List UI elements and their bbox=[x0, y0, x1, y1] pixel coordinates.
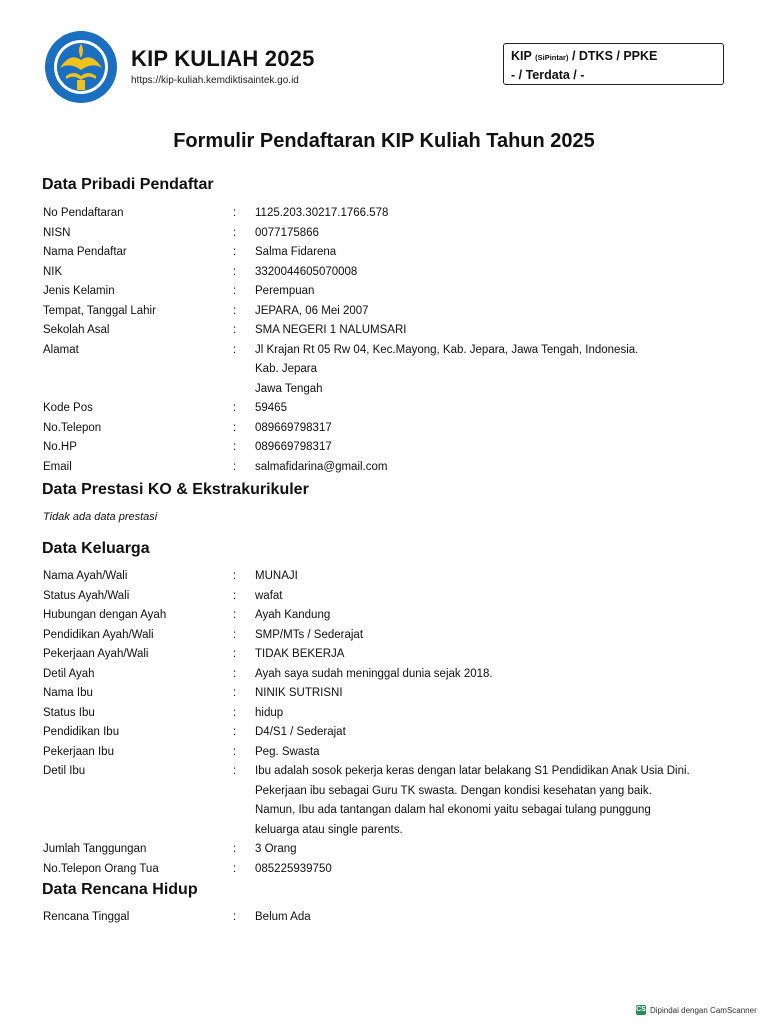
field-label: Sekolah Asal bbox=[43, 324, 110, 336]
field-value-line: 089669798317 bbox=[255, 421, 332, 434]
field-row bbox=[43, 743, 733, 763]
field-label: No Pendaftaran bbox=[43, 207, 124, 219]
field-row bbox=[43, 606, 733, 626]
field-label: Pekerjaan Ayah/Wali bbox=[43, 648, 149, 660]
field-colon: : bbox=[233, 687, 237, 699]
field-colon: : bbox=[233, 706, 237, 719]
field-colon: : bbox=[233, 441, 237, 453]
field-value bbox=[255, 684, 733, 704]
camscanner-icon: CS bbox=[636, 1006, 646, 1013]
field-row bbox=[43, 908, 733, 928]
field-value bbox=[255, 438, 733, 458]
field-colon: : bbox=[233, 402, 237, 414]
family-data-list bbox=[43, 567, 733, 879]
scanner-text: Dipindai dengan CamScanner bbox=[650, 1005, 757, 1015]
field-value bbox=[255, 606, 733, 626]
field-value bbox=[255, 762, 733, 840]
no-achievement-note: Tidak ada data prestasi bbox=[43, 511, 158, 523]
field-colon: : bbox=[233, 226, 237, 239]
field-label: Detil Ibu bbox=[43, 765, 86, 777]
field-row bbox=[43, 704, 733, 724]
field-value-line: Ayah saya sudah meninggal dunia sejak 2018. bbox=[255, 667, 493, 680]
field-value bbox=[255, 458, 733, 478]
field-label: No.Telepon Orang Tua bbox=[43, 862, 159, 875]
field-colon: : bbox=[233, 745, 237, 758]
field-value bbox=[255, 282, 733, 302]
tut-wuri-handayani-logo-icon bbox=[44, 30, 118, 104]
field-value-line: Pekerjaan ibu sebagai Guru TK swasta. Dengan kondisi kesehatan yang baik. bbox=[255, 784, 652, 797]
field-label: NIK bbox=[43, 265, 63, 278]
field-colon: : bbox=[233, 609, 237, 621]
field-colon: : bbox=[233, 246, 237, 258]
document-header bbox=[0, 0, 768, 110]
field-value bbox=[255, 204, 733, 224]
field-row bbox=[43, 399, 733, 419]
field-value bbox=[255, 341, 733, 400]
field-value bbox=[255, 645, 733, 665]
field-value-line: Perempuan bbox=[255, 285, 315, 297]
field-colon: : bbox=[233, 765, 237, 777]
field-row bbox=[43, 224, 733, 244]
field-value-line: SMP/MTs / Sederajat bbox=[255, 628, 364, 641]
field-value bbox=[255, 224, 733, 244]
scanner-watermark bbox=[636, 1005, 757, 1015]
field-value-line: JEPARA, 06 Mei 2007 bbox=[255, 304, 369, 317]
field-row bbox=[43, 243, 733, 263]
field-value-line: Salma Fidarena bbox=[255, 246, 337, 258]
field-row bbox=[43, 840, 733, 860]
field-value-line: SMA NEGERI 1 NALUMSARI bbox=[255, 324, 407, 336]
field-value bbox=[255, 908, 733, 928]
field-value bbox=[255, 860, 733, 880]
field-label: No.Telepon bbox=[43, 421, 102, 434]
field-label: Jenis Kelamin bbox=[43, 285, 115, 297]
field-row bbox=[43, 302, 733, 322]
field-value bbox=[255, 419, 733, 439]
field-value-line: hidup bbox=[255, 706, 284, 719]
status-box bbox=[503, 43, 724, 85]
field-label: Alamat bbox=[43, 343, 79, 356]
field-label: Tempat, Tanggal Lahir bbox=[43, 304, 156, 317]
field-row bbox=[43, 626, 733, 646]
field-row bbox=[43, 860, 733, 880]
field-label: Pekerjaan Ibu bbox=[43, 745, 114, 758]
field-value bbox=[255, 665, 733, 685]
field-row bbox=[43, 341, 733, 400]
field-label: Nama Pendaftar bbox=[43, 246, 127, 258]
field-value bbox=[255, 626, 733, 646]
field-row bbox=[43, 204, 733, 224]
field-row bbox=[43, 645, 733, 665]
section-title-rencana: Data Rencana Hidup bbox=[42, 881, 198, 898]
field-value-line: 3 Orang bbox=[255, 843, 297, 855]
field-label: Hubungan dengan Ayah bbox=[43, 609, 167, 621]
field-colon: : bbox=[233, 265, 237, 278]
field-value-line: wafat bbox=[255, 589, 283, 602]
field-colon: : bbox=[233, 304, 237, 317]
field-value-line: 0077175866 bbox=[255, 226, 319, 239]
status-line-2: - / Terdata / - bbox=[511, 68, 585, 82]
field-value-line: Belum Ada bbox=[255, 911, 311, 923]
field-value-line: 085225939750 bbox=[255, 862, 332, 875]
field-value-line: 3320044605070008 bbox=[255, 265, 358, 278]
field-value bbox=[255, 587, 733, 607]
field-value bbox=[255, 302, 733, 322]
field-value bbox=[255, 840, 733, 860]
field-value-line: TIDAK BEKERJA bbox=[255, 648, 345, 660]
field-value bbox=[255, 243, 733, 263]
field-colon: : bbox=[233, 285, 237, 297]
field-value bbox=[255, 723, 733, 743]
field-colon: : bbox=[233, 324, 237, 336]
field-value-line: D4/S1 / Sederajat bbox=[255, 726, 346, 738]
field-colon: : bbox=[233, 628, 237, 641]
field-colon: : bbox=[233, 843, 237, 855]
field-value-line: keluarga atau single parents. bbox=[255, 823, 403, 836]
field-value bbox=[255, 263, 733, 283]
field-row bbox=[43, 458, 733, 478]
field-value-line: 1125.203.30217.1766.578 bbox=[255, 207, 389, 219]
section-title-keluarga: Data Keluarga bbox=[42, 540, 150, 557]
field-value bbox=[255, 399, 733, 419]
field-label: Nama Ayah/Wali bbox=[43, 570, 128, 582]
field-label: Status Ibu bbox=[43, 706, 95, 719]
field-label: Pendidikan Ibu bbox=[43, 726, 120, 738]
field-row bbox=[43, 723, 733, 743]
field-label: Pendidikan Ayah/Wali bbox=[43, 628, 154, 641]
field-label: Detil Ayah bbox=[43, 667, 95, 680]
field-row bbox=[43, 665, 733, 685]
field-row bbox=[43, 762, 733, 840]
field-label: Rencana Tinggal bbox=[43, 911, 130, 923]
field-label: No.HP bbox=[43, 441, 77, 453]
field-value-line: 59465 bbox=[255, 402, 287, 414]
field-value-line: salmafidarina@gmail.com bbox=[255, 460, 388, 473]
field-label: Kode Pos bbox=[43, 402, 93, 414]
field-value-line: Kab. Jepara bbox=[255, 363, 318, 375]
form-title: Formulir Pendaftaran KIP Kuliah Tahun 2025 bbox=[173, 130, 595, 152]
site-url: https://kip-kuliah.kemdiktisaintek.go.id bbox=[131, 75, 299, 86]
field-value-line: Namun, Ibu ada tantangan dalam hal ekonomi yaitu sebagai tulang punggung bbox=[255, 804, 651, 816]
field-value-line: Ayah Kandung bbox=[255, 609, 331, 621]
field-value-line: NINIK SUTRISNI bbox=[255, 687, 343, 699]
field-label: Status Ayah/Wali bbox=[43, 589, 130, 602]
field-colon: : bbox=[233, 667, 237, 680]
section-title-pribadi: Data Pribadi Pendaftar bbox=[42, 176, 214, 193]
app-title: KIP KULIAH 2025 bbox=[131, 46, 315, 71]
field-value bbox=[255, 321, 733, 341]
field-value bbox=[255, 743, 733, 763]
section-title-prestasi: Data Prestasi KO & Ekstrakurikuler bbox=[42, 481, 309, 498]
personal-data-list bbox=[43, 204, 733, 477]
field-value-line: Jawa Tengah bbox=[255, 382, 323, 395]
field-row bbox=[43, 263, 733, 283]
field-colon: : bbox=[233, 421, 237, 434]
field-value-line: 089669798317 bbox=[255, 441, 332, 453]
field-row bbox=[43, 282, 733, 302]
field-colon: : bbox=[233, 648, 237, 660]
field-label: NISN bbox=[43, 226, 71, 239]
field-label: Nama Ibu bbox=[43, 687, 93, 699]
field-value-line: Peg. Swasta bbox=[255, 745, 320, 758]
field-colon: : bbox=[233, 726, 237, 738]
field-row bbox=[43, 321, 733, 341]
field-value-line: Ibu adalah sosok pekerja keras dengan latar belakang S1 Pendidikan Anak Usia Dini. bbox=[255, 765, 690, 777]
field-label: Jumlah Tanggungan bbox=[43, 843, 147, 855]
field-row bbox=[43, 684, 733, 704]
field-colon: : bbox=[233, 911, 237, 923]
field-value-line: MUNAJI bbox=[255, 570, 298, 582]
field-colon: : bbox=[233, 570, 237, 582]
field-colon: : bbox=[233, 862, 237, 875]
field-label: Email bbox=[43, 460, 72, 473]
field-value bbox=[255, 704, 733, 724]
field-row bbox=[43, 419, 733, 439]
life-plan-list bbox=[43, 908, 733, 928]
field-colon: : bbox=[233, 589, 237, 602]
field-colon: : bbox=[233, 460, 237, 473]
field-row bbox=[43, 587, 733, 607]
field-colon: : bbox=[233, 207, 237, 219]
field-value bbox=[255, 567, 733, 587]
field-row bbox=[43, 438, 733, 458]
field-row bbox=[43, 567, 733, 587]
status-line-1: KIP (SiPintar) / DTKS / PPKE bbox=[511, 49, 658, 63]
field-colon: : bbox=[233, 343, 237, 356]
field-value-line: Jl Krajan Rt 05 Rw 04, Kec.Mayong, Kab. Jepara, Jawa Tengah, Indonesia. bbox=[255, 343, 639, 356]
